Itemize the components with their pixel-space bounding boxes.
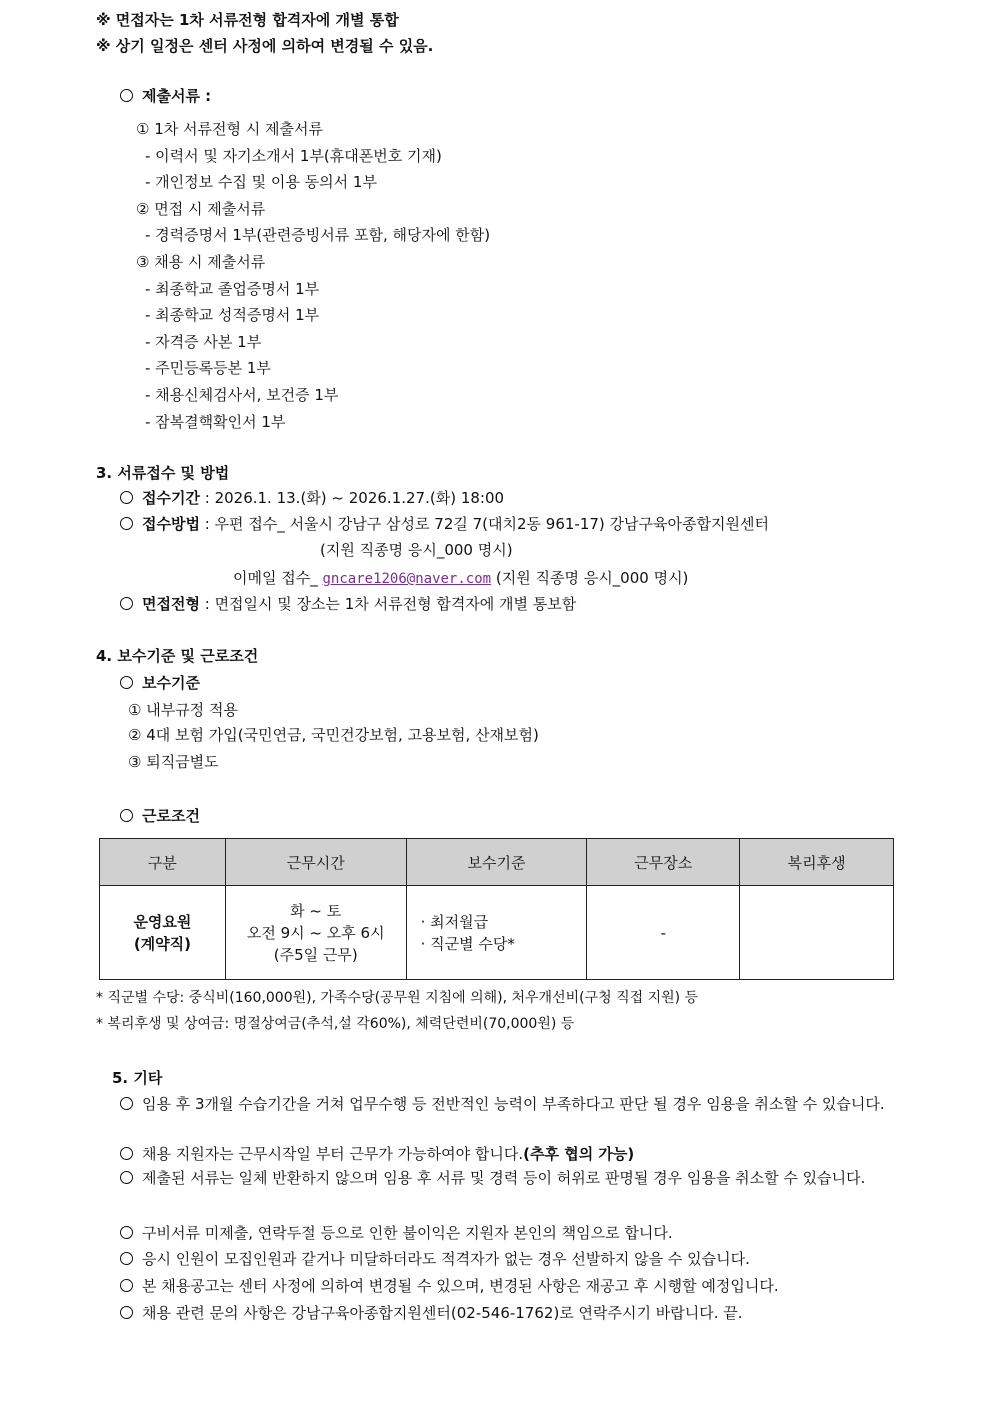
etc-item: 임용 후 3개월 수습기간을 거쳐 업무수행 등 전반적인 능력이 부족하다고 판단 될 경우 임용을 취소할 수 있습니다. [120,1092,900,1117]
footnote: * 직군별 수당: 중식비(160,000원), 가족수당(공무원 지침에 의해), 처우개선비(구청 직접 지원) 등 [96,990,699,1006]
work-heading: 근로조건 [120,806,200,826]
circle-bullet-icon [120,517,133,530]
docs-line: - 최종학교 졸업증명서 1부 [145,280,320,298]
docs-heading: 제출서류 : [120,86,211,106]
circle-bullet-icon [120,1252,133,1265]
cell-hours: 화 ~ 토 오전 9시 ~ 오후 6시 (주5일 근무) [225,886,406,980]
docs-line: - 채용신체검사서, 보건증 1부 [145,386,339,404]
docs-line: ② 면접 시 제출서류 [136,200,266,218]
etc-item: 채용 관련 문의 사항은 강남구육아종합지원센터(02-546-1762)로 연락주시기 바랍니다. 끝. [120,1303,743,1323]
cell-place: - [587,886,740,980]
pay-item: ③ 퇴직금별도 [128,753,219,771]
circle-bullet-icon [120,1226,133,1239]
circle-bullet-icon [120,1171,133,1184]
table-header-row [100,839,894,886]
note-interview: ※ 면접자는 1차 서류전형 합격자에 개별 통합 [96,11,399,29]
docs-line: - 개인정보 수집 및 이용 동의서 1부 [145,173,377,191]
etc-item: 구비서류 미제출, 연락두절 등으로 인한 불이익은 지원자 본인의 책임으로 합니다. [120,1223,673,1243]
cell-pay: · 최저월급 · 직군별 수당* [406,886,587,980]
cell-welfare [740,886,894,980]
section-4-title: 4. 보수기준 및 근로조건 [96,647,259,665]
method-note: (지원 직종명 응시_000 명시) [320,541,513,559]
docs-line: ③ 채용 시 제출서류 [136,253,266,271]
note-schedule-change: ※ 상기 일정은 센터 사정에 의하여 변경될 수 있음. [96,37,434,55]
period-row: 접수기간 : 2026.1. 13.(화) ~ 2026.1.27.(화) 18:00 [120,488,504,508]
etc-item: 응시 인원이 모집인원과 같거나 미달하더라도 적격자가 없는 경우 선발하지 않을 수 있습니다. [120,1249,750,1269]
section-5-title: 5. 기타 [112,1069,163,1087]
circle-bullet-icon [120,491,133,504]
circle-bullet-icon [120,1306,133,1319]
footnote: * 복리후생 및 상여금: 명절상여금(추석,설 각60%), 체력단련비(70,000원) 등 [96,1016,575,1032]
docs-line: - 주민등록등본 1부 [145,359,271,377]
docs-line: ① 1차 서류전형 시 제출서류 [136,120,323,138]
pay-item: ① 내부규정 적용 [128,701,238,719]
col-header: 보수기준 [406,839,587,886]
docs-line: - 자격증 사본 1부 [145,333,262,351]
circle-bullet-icon [120,1279,133,1292]
table-row [100,886,894,980]
section-3-title: 3. 서류접수 및 방법 [96,464,230,482]
docs-line: - 이력서 및 자기소개서 1부(휴대폰번호 기재) [145,147,442,165]
cell-type: 운영요원 (계약직) [100,886,226,980]
col-header: 구분 [100,839,226,886]
pay-item: ② 4대 보험 가입(국민연금, 국민건강보험, 고용보험, 산재보험) [128,726,539,744]
method-row: 접수방법 : 우편 접수_ 서울시 강남구 삼성로 72길 7(대치2동 961-17) 강남구육아종합지원센터 [120,514,769,534]
col-header: 근무장소 [587,839,740,886]
circle-bullet-icon [120,89,133,102]
circle-bullet-icon [120,597,133,610]
etc-item: 본 채용공고는 센터 사정에 의하여 변경될 수 있으며, 변경된 사항은 재공고 후 시행할 예정입니다. [120,1276,779,1296]
email-row: 이메일 접수_ gncare1206@naver.com (지원 직종명 응시_000 명시) [233,569,689,587]
work-conditions-table [99,838,894,980]
col-header: 복리후생 [740,839,894,886]
circle-bullet-icon [120,676,133,689]
circle-bullet-icon [120,809,133,822]
circle-bullet-icon [120,1097,133,1110]
pay-heading: 보수기준 [120,673,200,693]
col-header: 근무시간 [225,839,406,886]
etc-item: 채용 지원자는 근무시작일 부터 근무가 가능하여야 합니다.(추후 협의 가능) [120,1144,634,1164]
etc-item: 제출된 서류는 일체 반환하지 않으며 임용 후 서류 및 경력 등이 허위로 판명될 경우 임용을 취소할 수 있습니다. [120,1166,900,1191]
email-link[interactable]: gncare1206@naver.com [322,571,492,587]
docs-line: - 잠복결핵확인서 1부 [145,413,286,431]
docs-line: - 경력증명서 1부(관련증빙서류 포함, 해당자에 한함) [145,226,491,244]
interview-row: 면접전형 : 면접일시 및 장소는 1차 서류전형 합격자에 개별 통보함 [120,594,576,614]
docs-line: - 최종학교 성적증명서 1부 [145,306,320,324]
circle-bullet-icon [120,1147,133,1160]
